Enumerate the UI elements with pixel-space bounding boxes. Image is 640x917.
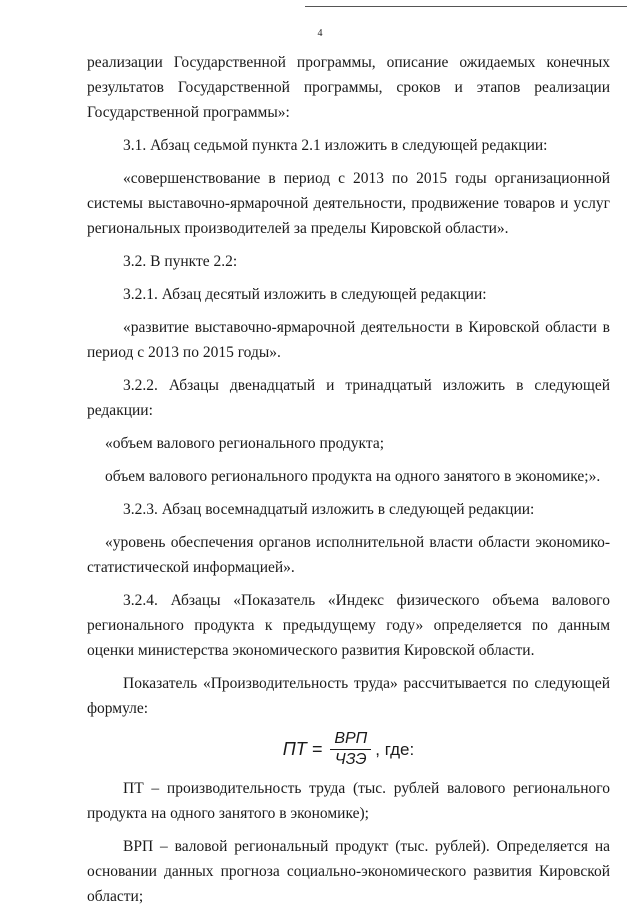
paragraph-3-2-2-quote-2: объем валового регионального продукта на одного занятого в экономике;». (105, 468, 601, 485)
header-rule (305, 6, 627, 7)
paragraph-vrp-definition: ВРП – валовой региональный продукт (тыс. рублей). Определяется на основании данных прогноза социально-экономического развития Кировской области; (87, 838, 610, 905)
productivity-formula (87, 729, 610, 770)
formula-numerator: ВРП (334, 730, 368, 747)
page-number: 4 (317, 28, 323, 39)
paragraph-3-2: 3.2. В пункте 2.2: (123, 253, 238, 270)
paragraph-intro: реализации Государственной программы, описание ожидаемых конечных результатов Государственной программы, сроков и этапов реализации Государственной программы»: (87, 54, 610, 121)
paragraph-3-2-3: 3.2.3. Абзац восемнадцатый изложить в следующей редакции: (123, 501, 535, 518)
paragraph-3-2-1: 3.2.1. Абзац десятый изложить в следующей редакции: (123, 286, 487, 303)
paragraph-pt-definition: ПТ – производительность труда (тыс. рублей валового регионального продукта на одного занятого в экономике); (87, 780, 610, 822)
paragraph-3-1-quote: «совершенствование в период с 2013 по 2015 годы организационной системы выставочно-ярмарочной деятельности, продвижение товаров и услуг региональных производителей за пределы Кировской области». (87, 170, 610, 237)
formula-suffix: , где: (375, 740, 415, 759)
document-body (87, 50, 610, 917)
paragraph-3-2-2-quote-1: «объем валового регионального продукта; (105, 435, 384, 452)
paragraph-3-1: 3.1. Абзац седьмой пункта 2.1 изложить в следующей редакции: (123, 137, 548, 154)
paragraph-3-2-1-quote: «развитие выставочно-ярмарочной деятельности в Кировской области в период с 2013 по 2015 годы». (87, 319, 610, 361)
paragraph-3-2-3-quote: «уровень обеспечения органов исполнительной власти области экономико-статистической информацией». (87, 534, 610, 576)
paragraph-3-2-4: 3.2.4. Абзацы «Показатель «Индекс физического объема валового регионального продукта к предыдущему году» определяется по данным оценки министерства экономического развития Кировской области. (87, 592, 610, 659)
formula-fraction (330, 729, 371, 770)
formula-lhs: ПТ = (282, 739, 323, 759)
paragraph-productivity: Показатель «Производительность труда» рассчитывается по следующей формуле: (87, 675, 610, 717)
paragraph-3-2-2: 3.2.2. Абзацы двенадцатый и тринадцатый изложить в следующей редакции: (87, 377, 610, 419)
formula-denominator: ЧЗЭ (334, 751, 367, 768)
